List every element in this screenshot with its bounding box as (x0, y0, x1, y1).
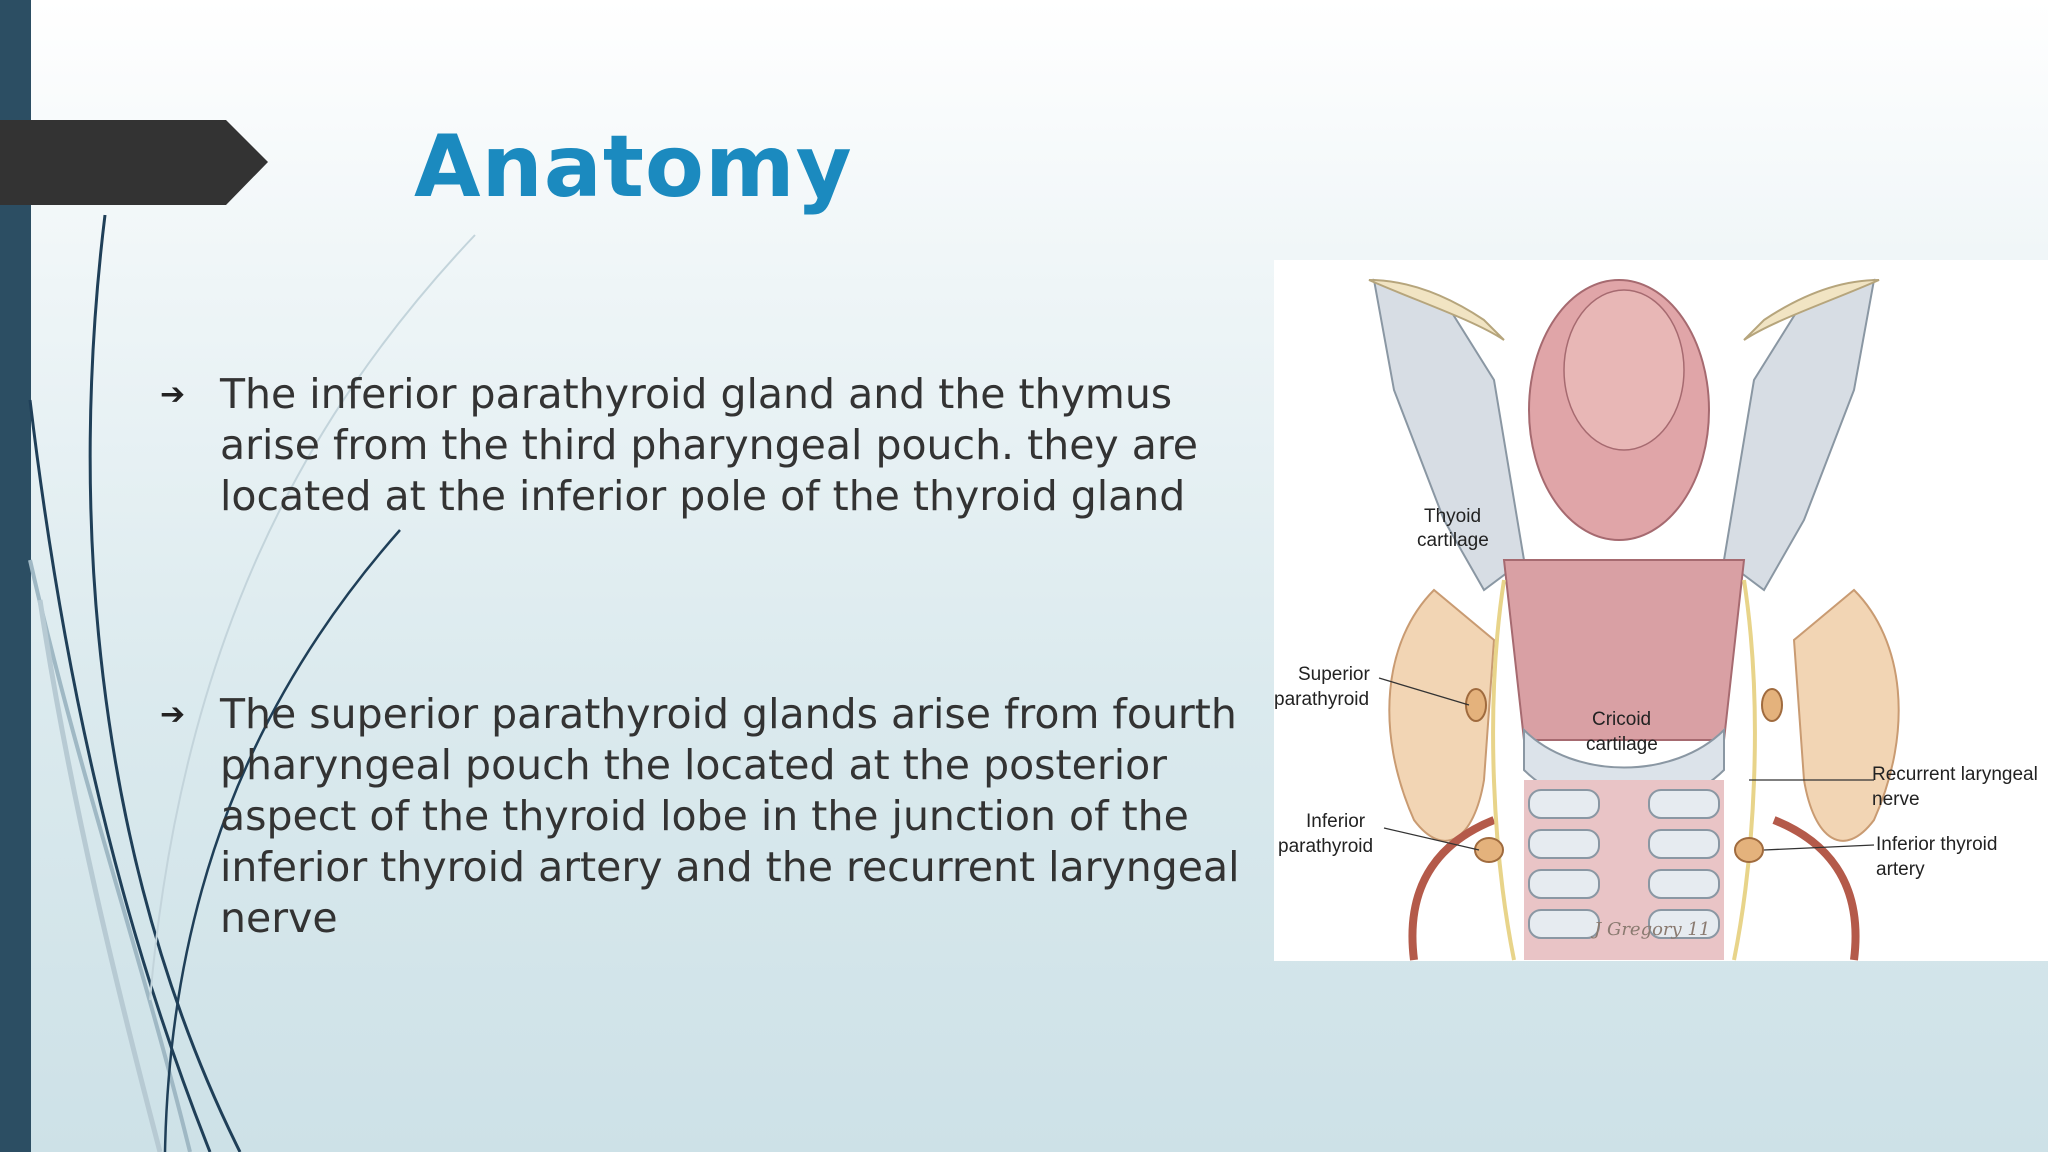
label-superior-parathyroid: parathyroid (1274, 689, 1370, 710)
label-recurrent-laryngeal-nerve: Recurrent laryngeal (1872, 764, 2038, 785)
arrow-bullet-icon: ➔ (160, 697, 186, 732)
label-cricoid-cartilage: cartilage (1586, 734, 1658, 755)
bullet-text: The superior parathyroid glands arise from fourth pharyngeal pouch the located at the posterior aspect of the thyroid lobe in the junction of the inferior thyroid artery and the recurrent laryngeal nerve (220, 690, 1240, 942)
label-inferior-thyroid-artery: artery (1876, 859, 1925, 880)
label-superior-parathyroid: Superior (1298, 664, 1370, 685)
label-inferior-parathyroid: parathyroid (1278, 836, 1374, 857)
illustrator-signature: J Gregory 11 (1594, 919, 1711, 940)
bullet-item (160, 689, 1240, 944)
label-recurrent-laryngeal-nerve: nerve (1872, 789, 1920, 810)
title-tab-arrow (0, 120, 270, 205)
label-inferior-thyroid-artery: Inferior thyroid (1876, 834, 1998, 855)
bullet-item (160, 369, 1240, 522)
label-inferior-parathyroid: Inferior (1306, 811, 1366, 832)
arrow-bullet-icon: ➔ (160, 377, 186, 412)
bullet-text: The inferior parathyroid gland and the thymus arise from the third pharyngeal pouch. they are located at the inferior pole of the thyroid gland (220, 370, 1199, 520)
anatomy-illustration (1274, 260, 2048, 961)
label-thyroid-cartilage: Thyoid (1424, 506, 1482, 527)
slide-title: Anatomy (414, 117, 853, 217)
label-cricoid-cartilage: Cricoid (1592, 709, 1652, 730)
label-thyroid-cartilage: cartilage (1417, 530, 1489, 551)
